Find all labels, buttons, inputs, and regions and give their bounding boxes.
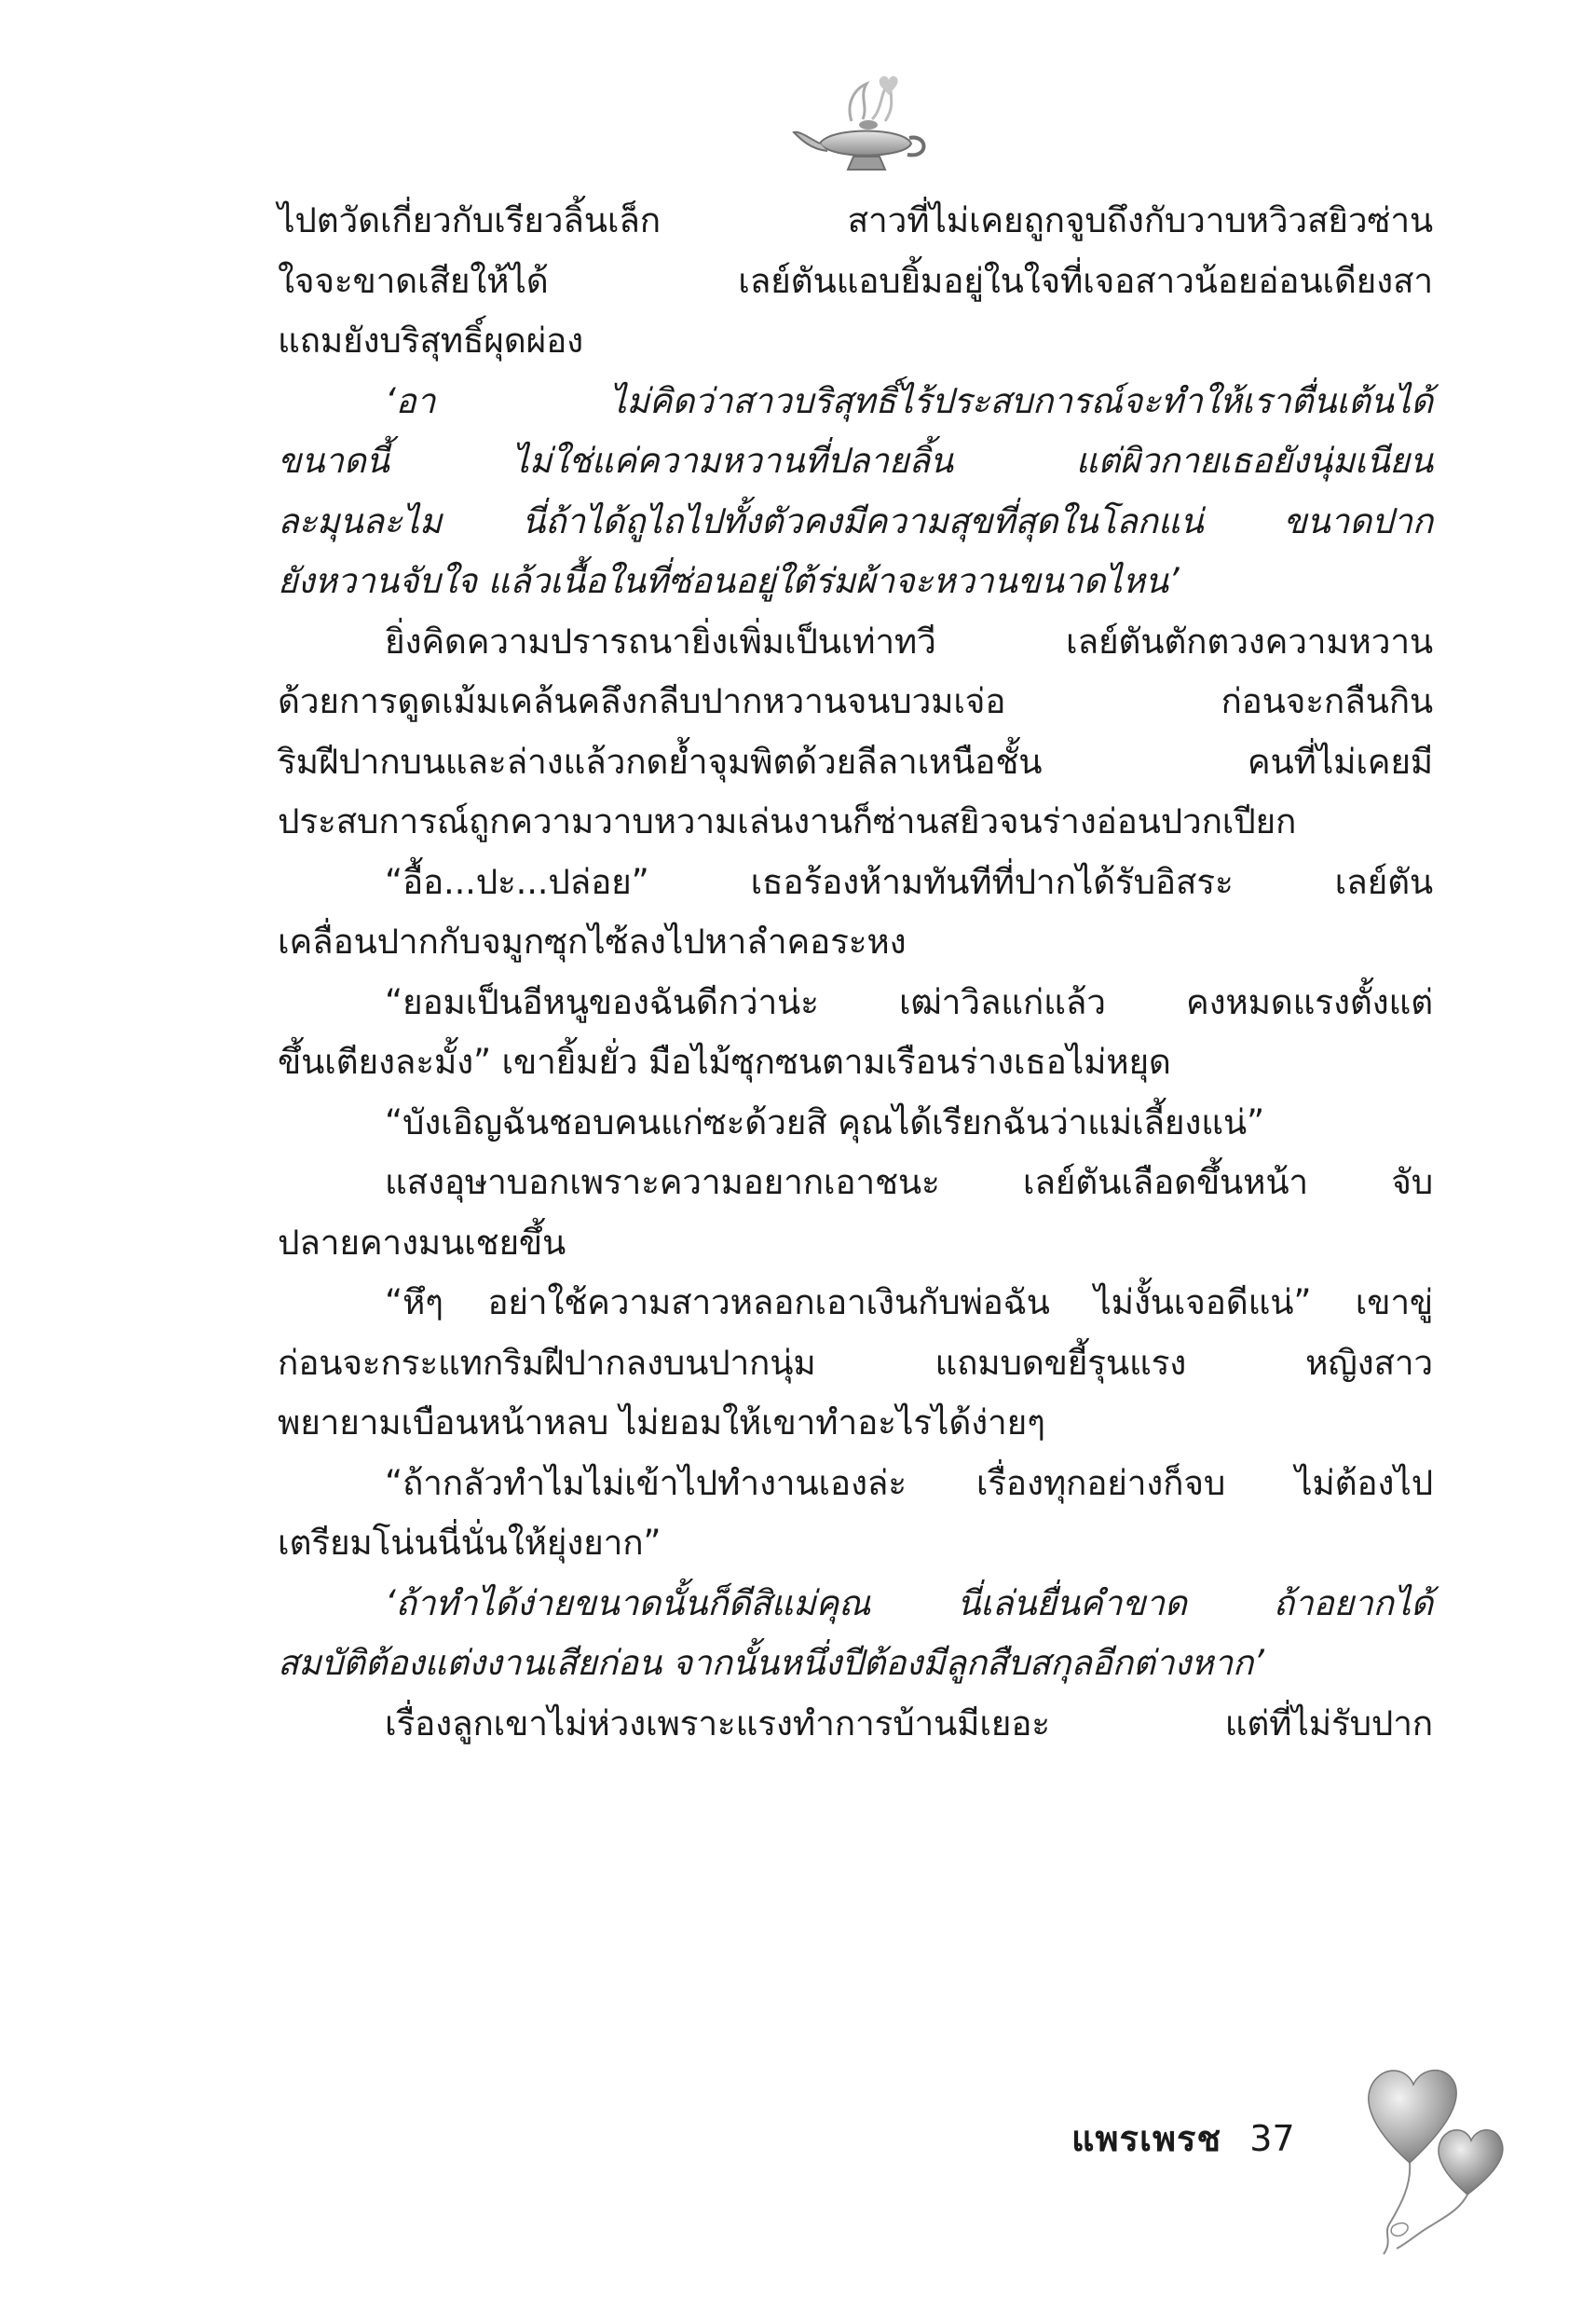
text-line: ยังหวานจับใจ แล้วเนื้อในที่ซ่อนอยู่ใต้ร่มผ้าจะหวานขนาดไหน’	[278, 561, 1180, 601]
text-line: ขึ้นเตียงละมั้ง” เขายิ้มยั่ว มือไม้ซุกซนตามเรือนร่างเธอไม่หยุด	[278, 1042, 1171, 1082]
text-line: ริมฝีปากบนและล่างแล้วกดย้ำจุมพิตด้วยลีลาเหนือชั้น คนที่ไม่เคยมี	[278, 741, 1433, 782]
body-text	[278, 191, 1433, 1754]
page-footer	[1071, 2115, 1295, 2162]
text-line: แสงอุษาบอกเพราะความอยากเอาชนะ เลย์ตันเลือดขึ้นหน้า จับ	[385, 1162, 1433, 1202]
text-line: เตรียมโน่นนี่นั่นให้ยุ่งยาก”	[278, 1523, 662, 1563]
text-line: พยายามเบือนหน้าหลบ ไม่ยอมให้เขาทำอะไรได้ง่ายๆ	[278, 1402, 1045, 1443]
text-line: ขนาดนี้ ไม่ใช่แค่ความหวานที่ปลายลิ้น แต่ผิวกายเธอยังนุ่มเนียน	[278, 441, 1433, 481]
text-line: ‘อา ไม่คิดว่าสาวบริสุทธิ์ไร้ประสบการณ์จะทำให้เราตื่นเต้นได้	[385, 380, 1433, 421]
text-line: ยิ่งคิดความปรารถนายิ่งเพิ่มเป็นเท่าทวี เลย์ตันตักตวงความหวาน	[385, 621, 1433, 662]
text-line: ‘ถ้าทำได้ง่ายขนาดนั้นก็ดีสิแม่คุณ นี่เล่นยื่นคำขาด ถ้าอยากได้	[385, 1582, 1433, 1623]
text-line: “ยอมเป็นอีหนูของฉันดีกว่าน่ะ เฒ่าวิลแก่แล้ว คงหมดแรงตั้งแต่	[385, 981, 1433, 1022]
text-line: ประสบการณ์ถูกความวาบหวามเล่นงานก็ซ่านสยิวจนร่างอ่อนปวกเปียก	[278, 801, 1297, 841]
text-line: แถมยังบริสุทธิ์ผุดผ่อง	[278, 321, 583, 361]
text-line: ก่อนจะกระแทกริมฝีปากลงบนปากนุ่ม แถมบดขยี้รุนแรง หญิงสาว	[278, 1342, 1433, 1383]
text-line: เรื่องลูกเขาไม่ห่วงเพราะแรงทำการบ้านมีเยอะ แต่ที่ไม่รับปาก	[385, 1702, 1433, 1744]
magic-lamp-ornament-icon	[792, 65, 932, 186]
text-line: “หึๆ อย่าใช้ความสาวหลอกเอาเงินกับพ่อฉัน ไม่งั้นเจอดีแน่” เขาขู่	[385, 1282, 1433, 1322]
text-line: “อื้อ...ปะ...ปล่อย” เธอร้องห้ามทันทีที่ปากได้รับอิสระ เลย์ตัน	[385, 861, 1433, 902]
book-title: แพรเพรช	[1071, 2118, 1222, 2159]
text-line: “ถ้ากลัวทำไมไม่เข้าไปทำงานเองล่ะ เรื่องทุกอย่างก็จบ ไม่ต้องไป	[385, 1462, 1433, 1503]
heart-balloons-icon	[1356, 2027, 1528, 2260]
text-line: ปลายคางมนเชยขึ้น	[278, 1222, 566, 1263]
text-line: สมบัติต้องแต่งงานเสียก่อน จากนั้นหนึ่งปีต้องมีลูกสืบสกุลอีกต่างหาก’	[278, 1643, 1264, 1683]
text-line: ไปตวัดเกี่ยวกับเรียวลิ้นเล็ก สาวที่ไม่เคยถูกจูบถึงกับวาบหวิวสยิวซ่าน	[278, 200, 1433, 240]
text-line: เคลื่อนปากกับจมูกซุกไซ้ลงไปหาลำคอระหง	[278, 922, 907, 962]
text-line: “บังเอิญฉันชอบคนแก่ซะด้วยสิ คุณได้เรียกฉันว่าแม่เลี้ยงแน่”	[385, 1101, 1264, 1142]
page-number: 37	[1249, 2118, 1295, 2159]
text-line: ด้วยการดูดเม้มเคล้นคลึงกลีบปากหวานจนบวมเจ่อ ก่อนจะกลืนกิน	[278, 681, 1433, 721]
text-line: ใจจะขาดเสียให้ได้ เลย์ตันแอบยิ้มอยู่ในใจที่เจอสาวน้อยอ่อนเดียงสา	[278, 260, 1433, 301]
text-line: ละมุนละไม นี่ถ้าได้ถูไถไปทั้งตัวคงมีความสุขที่สุดในโลกแน่ ขนาดปาก	[278, 500, 1433, 541]
